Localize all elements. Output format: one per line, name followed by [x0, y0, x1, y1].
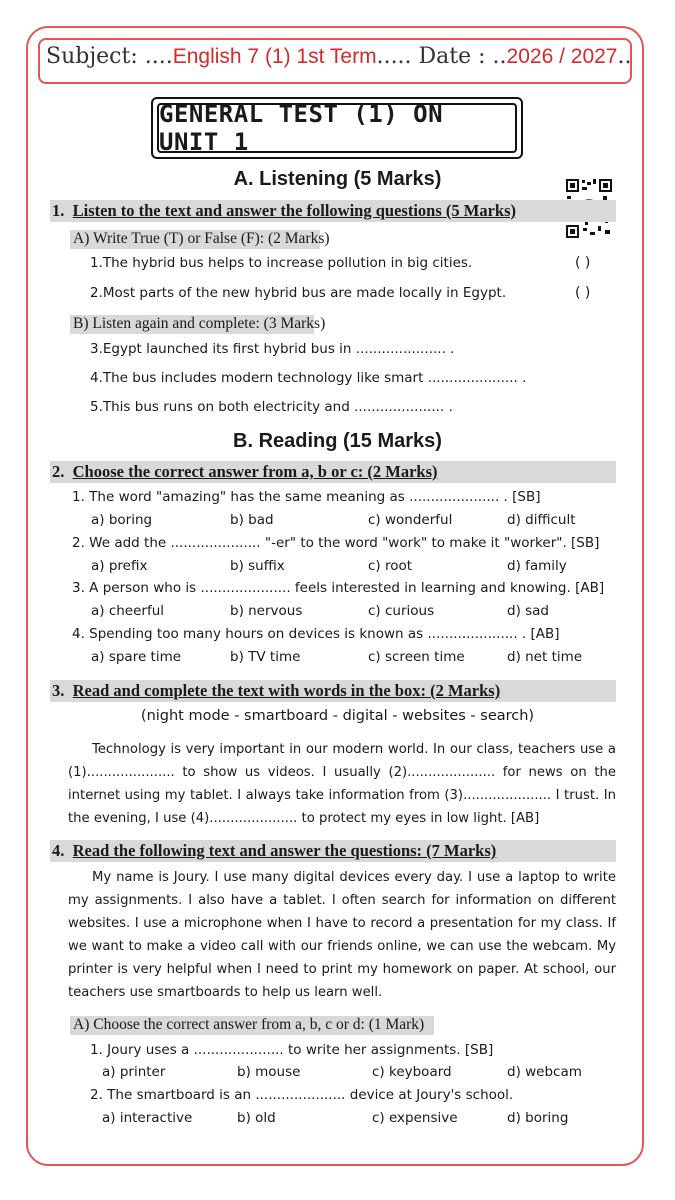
complete-item: 3.Egypt launched its first hybrid bus in ..................... .: [90, 341, 455, 357]
mcq-stem: 1. The word "amazing" has the same meaning as ..................... . [SB]: [72, 489, 541, 505]
mcq-stem: 4. Spending too many hours on devices is known as ..................... . [AB]: [72, 626, 560, 642]
q2-heading: [52, 462, 438, 482]
tf-item: 1.The hybrid bus helps to increase pollution in big cities.: [90, 255, 473, 271]
q4-paragraph-text: My name is Joury. I use many digital devices every day. I use a laptop to write my assignments. I also have a tablet. I often search for information on different websites. I use a microphone when I have to record a presentation for my class. If we want to make a video call with our friends online, we can use the webcam. My printer is very helpful when I need to print my homework on paper. At school, our teachers use smartboards to help us learn well.: [68, 870, 616, 1000]
subject-value: English 7 (1) 1st Term: [172, 45, 377, 68]
listening-heading: A. Listening (5 Marks): [233, 168, 442, 190]
mcq-option[interactable]: d) boring: [507, 1110, 569, 1126]
mcq-option[interactable]: b) nervous: [230, 603, 303, 619]
q3-paragraph: [68, 738, 616, 830]
q3-text: Read and complete the text with words in the box: (2 Marks): [72, 681, 501, 700]
mcq-option[interactable]: c) root: [368, 558, 413, 574]
q1-text: Listen to the text and answer the following questions (5 Marks): [72, 201, 516, 220]
mcq-option[interactable]: a) printer: [102, 1064, 166, 1080]
part-a-heading: A) Write True (T) or False (F): (2 Marks): [73, 230, 330, 247]
q3-paragraph-text: Technology is very important in our modern world. In our class, teachers use a (1)..................... to show us videos. I usually (2)..................... for news on the internet using my tablet. I always take information from (3)..................... I trust. In the evening, I use (4)..................... to protect my eyes in low light. [AB]: [68, 742, 616, 826]
mcq-option[interactable]: d) difficult: [507, 512, 576, 528]
mcq-option[interactable]: c) screen time: [368, 649, 465, 665]
word-box: (night mode - smartboard - digital - websites - search): [140, 708, 535, 724]
part-b-heading: B) Listen again and complete: (3 Marks): [73, 315, 326, 332]
date-value: 2026 / 2027: [506, 45, 618, 68]
mcq-option[interactable]: a) cheerful: [91, 603, 165, 619]
complete-item: 5.This bus runs on both electricity and ..................... .: [90, 399, 453, 415]
tf-answer-box[interactable]: ( ): [575, 285, 591, 301]
date-label: ..... Date : ..: [376, 44, 507, 69]
mcq-option[interactable]: c) wonderful: [368, 512, 453, 528]
mcq-stem: 3. A person who is ..................... feels interested in learning and knowing. [AB]: [72, 580, 605, 596]
q4-heading: [52, 841, 496, 861]
mcq-option[interactable]: d) sad: [507, 603, 550, 619]
mcq-option[interactable]: b) old: [237, 1110, 276, 1126]
q4-text: Read the following text and answer the questions: (7 Marks): [72, 841, 497, 860]
page-title: GENERAL TEST (1) ON UNIT 1: [157, 103, 517, 153]
mcq-option[interactable]: a) spare time: [91, 649, 182, 665]
mcq-option[interactable]: b) mouse: [237, 1064, 301, 1080]
mcq-stem: 2. We add the ..................... "-er" to the word "work" to make it "worker". [SB]: [72, 535, 600, 551]
mcq-option[interactable]: a) interactive: [102, 1110, 193, 1126]
tf-answer-box[interactable]: ( ): [575, 255, 591, 271]
subject-label: Subject: ....: [46, 44, 173, 69]
q4-number: 4.: [52, 841, 65, 860]
mcq-option[interactable]: a) boring: [91, 512, 153, 528]
mcq-option[interactable]: c) keyboard: [372, 1064, 452, 1080]
mcq-stem: 2. The smartboard is an ..................... device at Joury's school.: [90, 1087, 514, 1103]
subject-date-line: [46, 44, 631, 69]
q2-number: 2.: [52, 462, 65, 481]
tf-item: 2.Most parts of the new hybrid bus are made locally in Egypt.: [90, 285, 507, 301]
q1-number: 1.: [52, 201, 65, 220]
mcq-option[interactable]: d) net time: [507, 649, 583, 665]
q3-number: 3.: [52, 681, 65, 700]
q4-part-a-heading: A) Choose the correct answer from a, b, c or d: (1 Mark): [73, 1016, 425, 1033]
q3-heading: [52, 681, 500, 701]
mcq-option[interactable]: b) suffix: [230, 558, 285, 574]
reading-heading: B. Reading (15 Marks): [233, 430, 442, 452]
mcq-option[interactable]: a) prefix: [91, 558, 148, 574]
mcq-option[interactable]: c) expensive: [372, 1110, 458, 1126]
mcq-option[interactable]: c) curious: [368, 603, 435, 619]
mcq-option[interactable]: b) TV time: [230, 649, 301, 665]
q4-paragraph: [68, 866, 616, 1004]
complete-item: 4.The bus includes modern technology like smart ..................... .: [90, 370, 527, 386]
mcq-stem: 1. Joury uses a ..................... to write her assignments. [SB]: [90, 1042, 494, 1058]
mcq-option[interactable]: d) webcam: [507, 1064, 582, 1080]
mcq-option[interactable]: b) bad: [230, 512, 274, 528]
date-dots: ..: [617, 44, 632, 69]
mcq-option[interactable]: d) family: [507, 558, 567, 574]
q1-heading: [52, 201, 516, 221]
q2-text: Choose the correct answer from a, b or c: (2 Marks): [72, 462, 438, 481]
